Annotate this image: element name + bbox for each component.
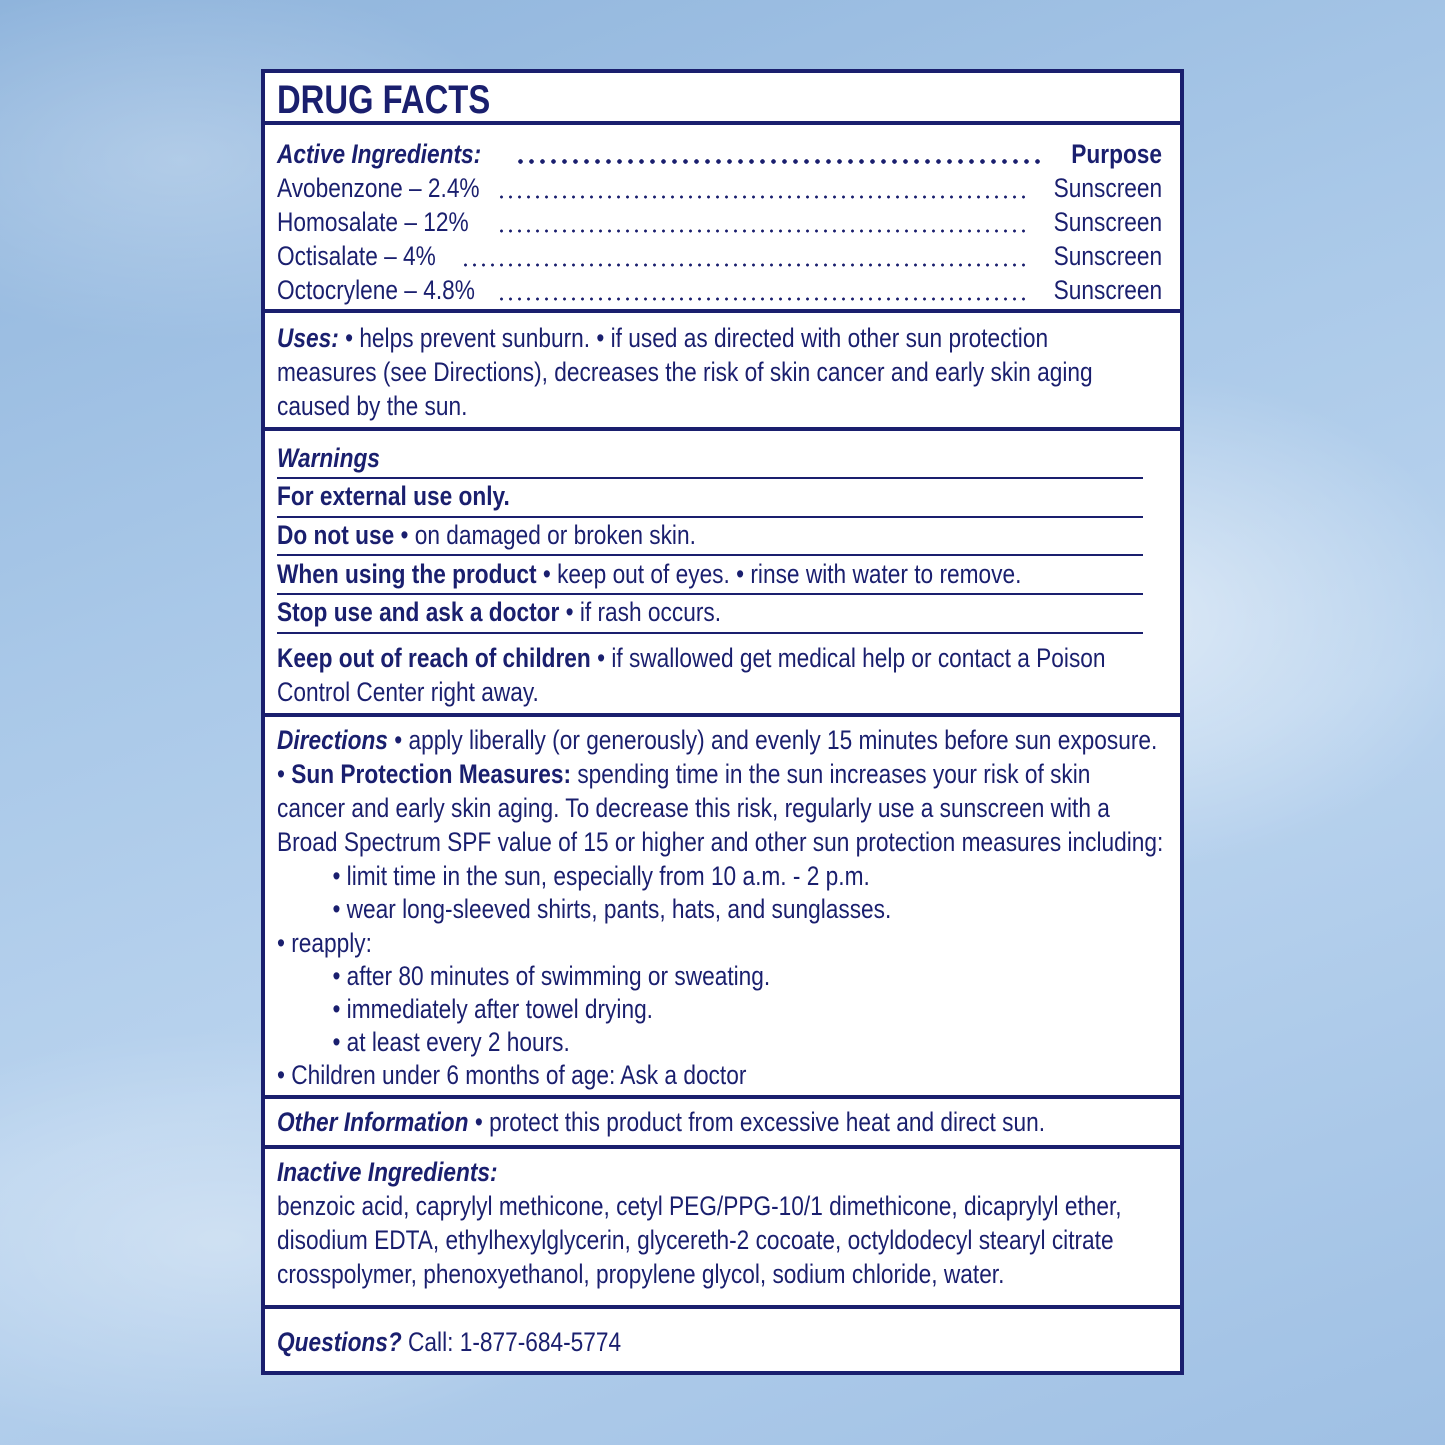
other-information-section <box>265 1099 1180 1149</box>
list-item: • at least every 2 hours. <box>332 1027 570 1057</box>
ingredient-name: Octisalate – 4% <box>277 241 436 271</box>
list-item: • immediately after towel drying. <box>332 994 653 1024</box>
ingredient-purpose: Sunscreen <box>1053 173 1162 203</box>
keep-out-line: Keep out of reach of children • if swallowed get medical help or contact a Poison <box>277 643 1106 673</box>
inactive-line: disodium EDTA, ethylhexylglycerin, glycereth-2 cocoate, octyldodecyl stearyl citrate <box>277 1225 1114 1255</box>
warnings-section <box>265 431 1180 717</box>
dot-leader <box>461 263 1029 267</box>
dot-leader <box>515 159 1045 164</box>
inactive-line: benzoic acid, caprylyl methicone, cetyl PEG/PPG-10/1 dimethicone, dicaprylyl ether, <box>277 1191 1122 1221</box>
uses-line: Uses: • helps prevent sunburn. • if used as directed with other sun protection <box>277 323 1049 353</box>
uses-line: caused by the sun. <box>277 391 468 421</box>
directions-text: Broad Spectrum SPF value of 15 or higher and other sun protection measures including: <box>277 827 1164 857</box>
drug-facts-panel <box>261 69 1184 1375</box>
inactive-heading: Inactive Ingredients: <box>277 1157 498 1187</box>
other-info-heading: Other Information <box>277 1107 469 1137</box>
directions-text: cancer and early skin aging. To decrease this risk, regularly use a sunscreen with a <box>277 793 1110 823</box>
do-not-use-line: Do not use • on damaged or broken skin. <box>277 520 696 550</box>
ingredient-purpose: Sunscreen <box>1053 241 1162 271</box>
title-section <box>265 73 1180 125</box>
sun-protection-line: • Sun Protection Measures: spending time in the sun increases your risk of skin <box>277 759 1091 789</box>
directions-section <box>265 717 1180 1099</box>
when-using-line: When using the product • keep out of eyes. • rinse with water to remove. <box>277 559 1022 589</box>
uses-section <box>265 313 1180 431</box>
ingredient-purpose: Sunscreen <box>1053 275 1162 305</box>
questions-line <box>277 1325 621 1359</box>
active-heading: Active Ingredients: <box>277 139 482 169</box>
inactive-ingredients-section <box>265 1149 1180 1309</box>
keep-out-line-2: Control Center right away. <box>277 677 539 707</box>
other-info-line: Other Information • protect this product from excessive heat and direct sun. <box>277 1107 1046 1137</box>
warnings-heading: Warnings <box>277 443 380 473</box>
active-ingredients-section <box>265 125 1180 313</box>
ingredient-name: Octocrylene – 4.8% <box>277 275 475 305</box>
phone-number: Call: 1-877-684-5774 <box>401 1327 622 1357</box>
dot-leader <box>497 229 1029 233</box>
external-use-text: For external use only. <box>277 481 510 511</box>
inactive-line: crosspolymer, phenoxyethanol, propylene glycol, sodium chloride, water. <box>277 1259 1005 1289</box>
ingredient-name: Homosalate – 12% <box>277 207 469 237</box>
list-item: • wear long-sleeved shirts, pants, hats, and sunglasses. <box>332 894 892 924</box>
uses-heading: Uses: <box>277 323 339 353</box>
divider <box>277 632 1143 634</box>
stop-use-line: Stop use and ask a doctor • if rash occurs. <box>277 597 722 627</box>
purpose-heading: Purpose <box>1071 139 1162 169</box>
reapply-label: • reapply: <box>277 928 372 958</box>
ingredient-purpose: Sunscreen <box>1053 207 1162 237</box>
divider <box>277 554 1143 556</box>
questions-heading: Questions? <box>277 1327 402 1357</box>
dot-leader <box>497 297 1029 301</box>
list-item: • after 80 minutes of swimming or sweating. <box>332 961 771 991</box>
ingredient-name: Avobenzone – 2.4% <box>277 173 480 203</box>
dot-leader <box>497 195 1029 199</box>
questions-section <box>265 1309 1180 1371</box>
page-title: DRUG FACTS <box>277 78 491 122</box>
children-note: • Children under 6 months of age: Ask a doctor <box>277 1060 747 1090</box>
uses-line: measures (see Directions), decreases the risk of skin cancer and early skin aging <box>277 357 1093 387</box>
directions-heading: Directions <box>277 725 388 755</box>
directions-line: Directions • apply liberally (or generously) and evenly 15 minutes before sun exposure. <box>277 725 1158 755</box>
list-item: • limit time in the sun, especially from 10 a.m. - 2 p.m. <box>332 861 870 891</box>
